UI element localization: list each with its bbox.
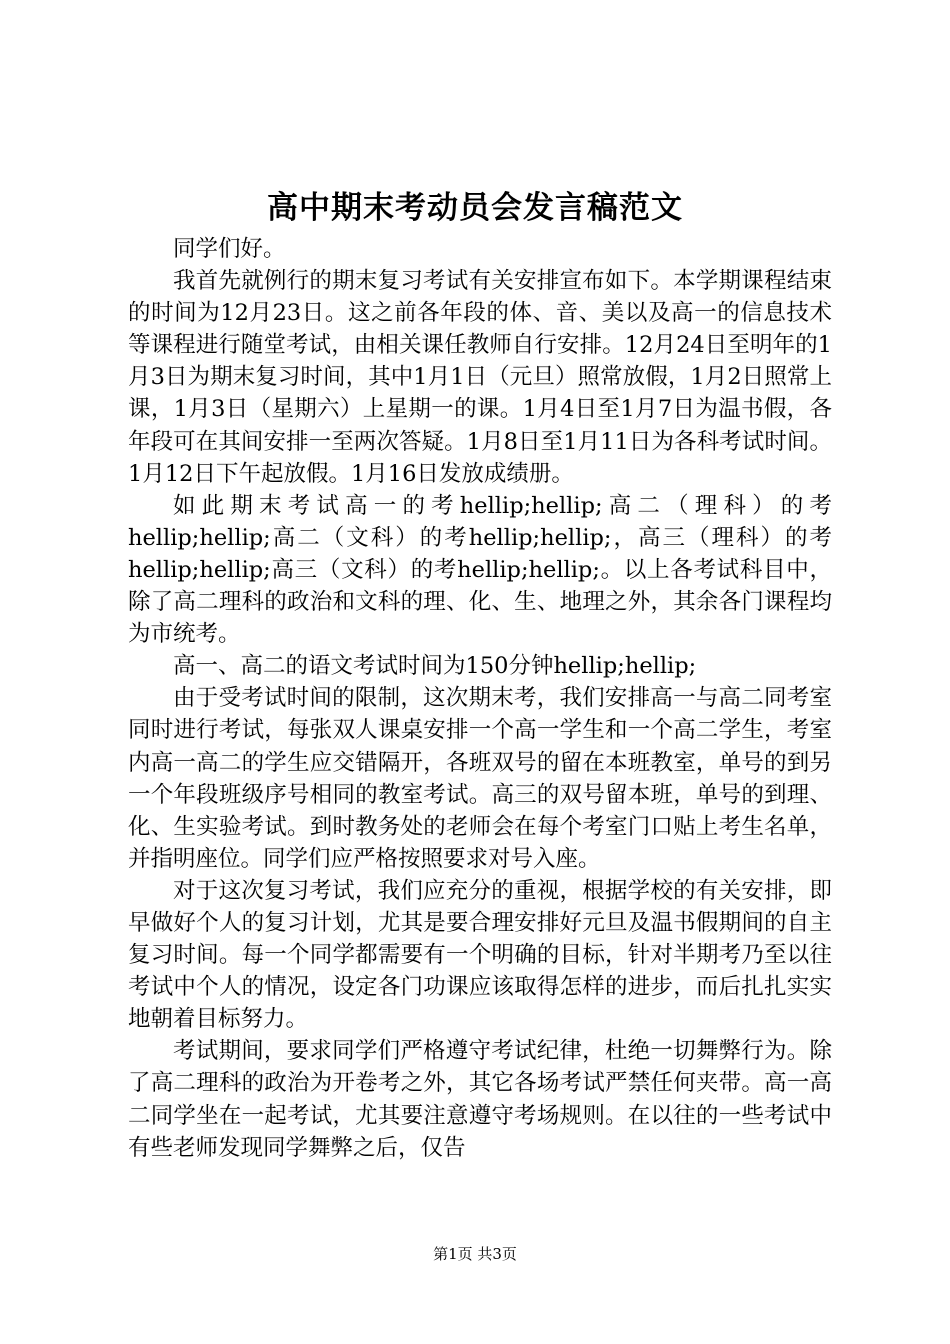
page-number-footer: 第1页 共3页 bbox=[433, 1245, 517, 1263]
document-title: 高中期末考动员会发言稿范文 bbox=[267, 190, 683, 226]
paragraph-greeting: 同学们好。 bbox=[173, 236, 286, 262]
paragraph-exam-discipline: 考试期间，要求同学们严格遵守考试纪律，杜绝一切舞弊行为。除了高二理科的政治为开卷考之外，其它各场考试严禁任何夹带。高一高二同学坐在一起考试，尤其要注意遵守考场规则。在以往的一些考试中有些老师发现同学舞弊之后，仅告 bbox=[128, 1038, 832, 1161]
paragraph-exam-subjects: 如此期末考试高一的考hellip;hellip;高二（理科）的考hellip;hellip;高二（文科）的考hellip;hellip;，高三（理科）的考hellip;hellip;高三（文科）的考hellip;hellip;。以上各考试科目中，除了高二理科的政治和文科的理、化、生、地理之外，其余各门课程均为市统考。 bbox=[128, 492, 832, 648]
paragraph-schedule: 我首先就例行的期末复习考试有关安排宣布如下。本学期课程结束的时间为12月23日。这之前各年段的体、音、美以及高一的信息技术等课程进行随堂考试，由相关课任教师自行安排。12月24日至明年的1月3日为期末复习时间，其中1月1日（元旦）照常放假，1月2日照常上课，1月3日（星期六）上星期一的课。1月4日至1月7日为温书假，各年段可在其间安排一至两次答疑。1月8日至1月11日为各科考试时间。1月12日下午起放假。1月16日发放成绩册。 bbox=[128, 268, 832, 487]
paragraph-seating-arrangement: 由于受考试时间的限制，这次期末考，我们安排高一与高二同考室同时进行考试，每张双人课桌安排一个高一学生和一个高二学生，考室内高一高二的学生应交错隔开，各班双号的留在本班教室，单号的到另一个年段班级序号相同的教室考试。高三的双号留本班，单号的到理、化、生实验考试。到时教务处的老师会在每个考室门口贴上考生名单，并指明座位。同学们应严格按照要求对号入座。 bbox=[128, 685, 832, 872]
document-body bbox=[128, 233, 832, 1164]
paragraph-chinese-exam-time: 高一、高二的语文考试时间为150分钟hellip;hellip; bbox=[173, 653, 697, 680]
paragraph-review-plan: 对于这次复习考试，我们应充分的重视，根据学校的有关安排，即早做好个人的复习计划，尤其是要合理安排好元旦及温书假期间的自主复习时间。每一个同学都需要有一个明确的目标，针对半期考乃至以往考试中个人的情况，设定各门功课应该取得怎样的进步，而后扎扎实实地朝着目标努力。 bbox=[128, 877, 832, 1033]
